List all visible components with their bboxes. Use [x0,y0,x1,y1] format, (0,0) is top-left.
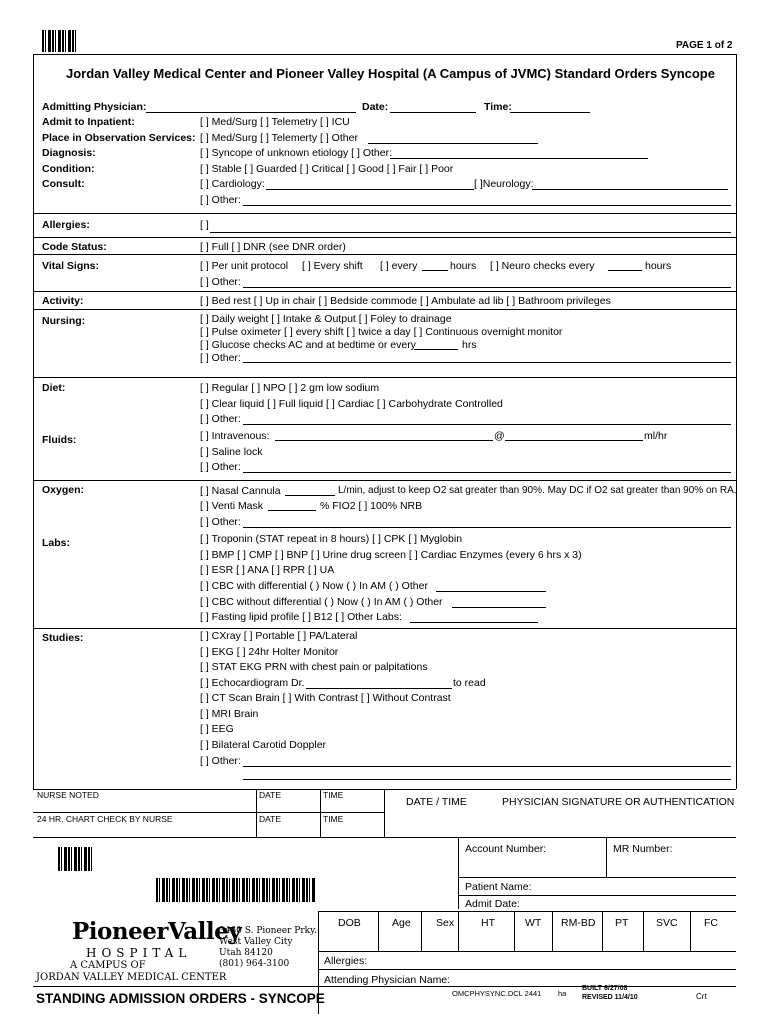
page-title: Jordan Valley Medical Center and Pioneer Valley Hospital (A Campus of JVMC) Standard Orders Syncope [66,66,715,81]
admitting-physician-label: Admitting Physician: [42,101,147,113]
nurse-time-label: TIME [323,790,344,800]
fluids-ml-hr: ml/hr [644,430,668,442]
studies-line-8[interactable]: [ ] Bilateral Carotid Doppler [200,739,327,751]
patient-name-label: Patient Name: [465,881,532,893]
age-label: Age [392,917,411,929]
svc-label: SVC [656,917,678,929]
chart-check-label: 24 HR. CHART CHECK BY NURSE [37,814,173,824]
diet-other[interactable]: [ ] Other: [200,413,241,425]
allergies-label: Allergies: [42,219,90,231]
studies-label: Studies: [42,632,84,644]
form-crt: Crt [696,992,707,1001]
studies-line-6[interactable]: [ ] MRI Brain [200,708,259,720]
diet-label: Diet: [42,382,66,394]
form-revised: REVISED 11/4/10 [582,994,638,1001]
fluids-at: @ [494,430,505,442]
campus-line-1: A CAMPUS OF [70,960,146,971]
physician-signature-label: PHYSICIAN SIGNATURE OR AUTHENTICATION [502,796,735,808]
nursing-hrs-unit: hrs [462,339,477,351]
page-number: PAGE 1 of 2 [676,40,733,51]
labs-line-2[interactable]: [ ] BMP [ ] CMP [ ] BNP [ ] Urine drug screen [ ] Cardiac Enzymes (every 6 hrs x 3) [200,549,582,561]
activity-label: Activity: [42,295,84,307]
hospital-name: PioneerValley [72,918,242,945]
labs-label: Labs: [42,537,71,549]
studies-line-7[interactable]: [ ] EEG [200,723,234,735]
time-label: Time: [484,101,512,113]
studies-line-2[interactable]: [ ] EKG [ ] 24hr Holter Monitor [200,646,339,658]
nursing-line-2[interactable]: [ ] Pulse oximeter [ ] every shift [ ] twice a day [ ] Continuous overnight monitor [200,326,563,338]
fluids-label: Fluids: [42,434,77,446]
date-label: Date: [362,101,389,113]
hospital-phone: (801) 964-3100 [219,959,290,969]
admitting-physician-field[interactable] [146,112,356,113]
oxygen-other[interactable]: [ ] Other: [200,516,241,528]
oxygen-nasal[interactable]: [ ] Nasal Cannula [200,485,281,497]
form-built: BUILT 6/27/08 [582,985,628,992]
mr-number-label: MR Number: [613,843,673,855]
fluids-other[interactable]: [ ] Other: [200,461,241,473]
nursing-other[interactable]: [ ] Other: [200,352,241,364]
vital-signs-label: Vital Signs: [42,260,99,272]
footer-allergies-label: Allergies: [324,955,368,967]
code-status-label: Code Status: [42,241,107,253]
observation-label: Place in Observation Services: [42,132,196,144]
nurse-date-label: DATE [259,790,282,800]
hospital-address-3: Utah 84120 [219,948,273,958]
campus-line-2: JORDAN VALLEY MEDICAL CENTER [36,972,227,983]
condition-options[interactable]: [ ] Stable [ ] Guarded [ ] Critical [ ] Good [ ] Fair [ ] Poor [200,163,454,175]
footer-barcode-1 [58,847,94,871]
fc-label: FC [704,917,718,929]
consult-neurology[interactable]: [ ]Neurology: [474,178,534,190]
studies-to-read: to read [453,677,486,689]
labs-line-4[interactable]: [ ] CBC with differential ( ) Now ( ) In AM ( ) Other [200,580,428,592]
consult-label: Consult: [42,178,85,190]
fluids-intravenous[interactable]: [ ] Intravenous: [200,430,270,442]
condition-label: Condition: [42,163,95,175]
consult-cardiology[interactable]: [ ] Cardiology: [200,178,265,190]
diet-line-2[interactable]: [ ] Clear liquid [ ] Full liquid [ ] Cardiac [ ] Carbohydrate Controlled [200,398,503,410]
observation-options[interactable]: [ ] Med/Surg [ ] Telemerty [ ] Other [200,132,358,144]
vital-every-hours[interactable]: [ ] every [380,260,418,272]
sex-label: Sex [436,917,455,929]
ht-label: HT [481,917,495,929]
nurse-noted-label: NURSE NOTED [37,790,99,800]
diagnosis-label: Diagnosis: [42,147,96,159]
consult-other[interactable]: [ ] Other: [200,194,241,206]
activity-options[interactable]: [ ] Bed rest [ ] Up in chair [ ] Bedside commode [ ] Ambulate ad lib [ ] Bathroom privileges [200,295,611,307]
vital-per-unit[interactable]: [ ] Per unit protocol [200,260,289,272]
diet-line-1[interactable]: [ ] Regular [ ] NPO [ ] 2 gm low sodium [200,382,380,394]
labs-line-1[interactable]: [ ] Troponin (STAT repeat in 8 hours) [ ] CPK [ ] Myglobin [200,533,463,545]
studies-line-1[interactable]: [ ] CXray [ ] Portable [ ] PA/Lateral [200,630,358,642]
nursing-line-1[interactable]: [ ] Daily weight [ ] Intake & Output [ ] Foley to drainage [200,313,452,325]
attending-physician-label: Attending Physician Name: [324,974,451,986]
diagnosis-options[interactable]: [ ] Syncope of unknown etiology [ ] Other: [200,147,393,159]
form-ha: ha [558,989,567,998]
labs-line-3[interactable]: [ ] ESR [ ] ANA [ ] RPR [ ] UA [200,564,335,576]
form-title: STANDING ADMISSION ORDERS - SYNCOPE [36,991,325,1006]
hospital-address-2: West Valley City [219,937,293,947]
date-field[interactable] [390,112,476,113]
admit-inpatient-label: Admit to Inpatient: [42,116,135,128]
vital-neuro-checks[interactable]: [ ] Neuro checks every [490,260,595,272]
admit-inpatient-options[interactable]: [ ] Med/Surg [ ] Telemetry [ ] ICU [200,116,350,128]
date-time-label: DATE / TIME [406,796,467,808]
nursing-label: Nursing: [42,315,86,327]
oxygen-nasal-desc: L/min, adjust to keep O2 sat greater than 90%. May DC if O2 sat greater than 90% on RA. [338,485,737,496]
studies-line-4[interactable]: [ ] Echocardiogram Dr. [200,677,305,689]
wt-label: WT [525,917,542,929]
time-field[interactable] [510,112,590,113]
studies-line-3[interactable]: [ ] STAT EKG PRN with chest pain or palpitations [200,661,428,673]
chart-check-time-label: TIME [323,814,344,824]
chart-check-date-label: DATE [259,814,282,824]
fluids-saline[interactable]: [ ] Saline lock [200,446,263,458]
studies-other[interactable]: [ ] Other: [200,755,241,767]
hospital-address-1: 3460 S. Pioneer Prky. [219,926,317,936]
pt-label: PT [615,917,629,929]
form-code: OMCPHYSYNC.DCL 2441 [452,989,542,998]
hospital-sub: HOSPITAL [86,946,192,960]
dob-label: DOB [338,917,361,929]
oxygen-venti[interactable]: [ ] Venti Mask [200,500,264,512]
oxygen-venti-desc: % FIO2 [ ] 100% NRB [320,500,423,512]
admit-date-label: Admit Date: [465,898,520,910]
labs-line-5[interactable]: [ ] CBC without differential ( ) Now ( ) In AM ( ) Other [200,596,443,608]
studies-line-5[interactable]: [ ] CT Scan Brain [ ] With Contrast [ ] Without Contrast [200,692,451,704]
footer-barcode-2 [156,878,316,902]
vital-neuro-hours-unit: hours [645,260,672,272]
oxygen-label: Oxygen: [42,484,85,496]
vital-every-shift[interactable]: [ ] Every shift [302,260,363,272]
account-number-label: Account Number: [465,843,547,855]
rm-bd-label: RM-BD [561,917,596,929]
top-barcode [42,30,78,52]
allergies-field[interactable]: [ ] [200,219,209,231]
code-status-options[interactable]: [ ] Full [ ] DNR (see DNR order) [200,241,346,253]
vital-hours-unit: hours [450,260,477,272]
nursing-line-3[interactable]: [ ] Glucose checks AC and at bedtime or every [200,339,416,351]
labs-line-6[interactable]: [ ] Fasting lipid profile [ ] B12 [ ] Other Labs: [200,611,402,623]
vital-other[interactable]: [ ] Other: [200,276,241,288]
